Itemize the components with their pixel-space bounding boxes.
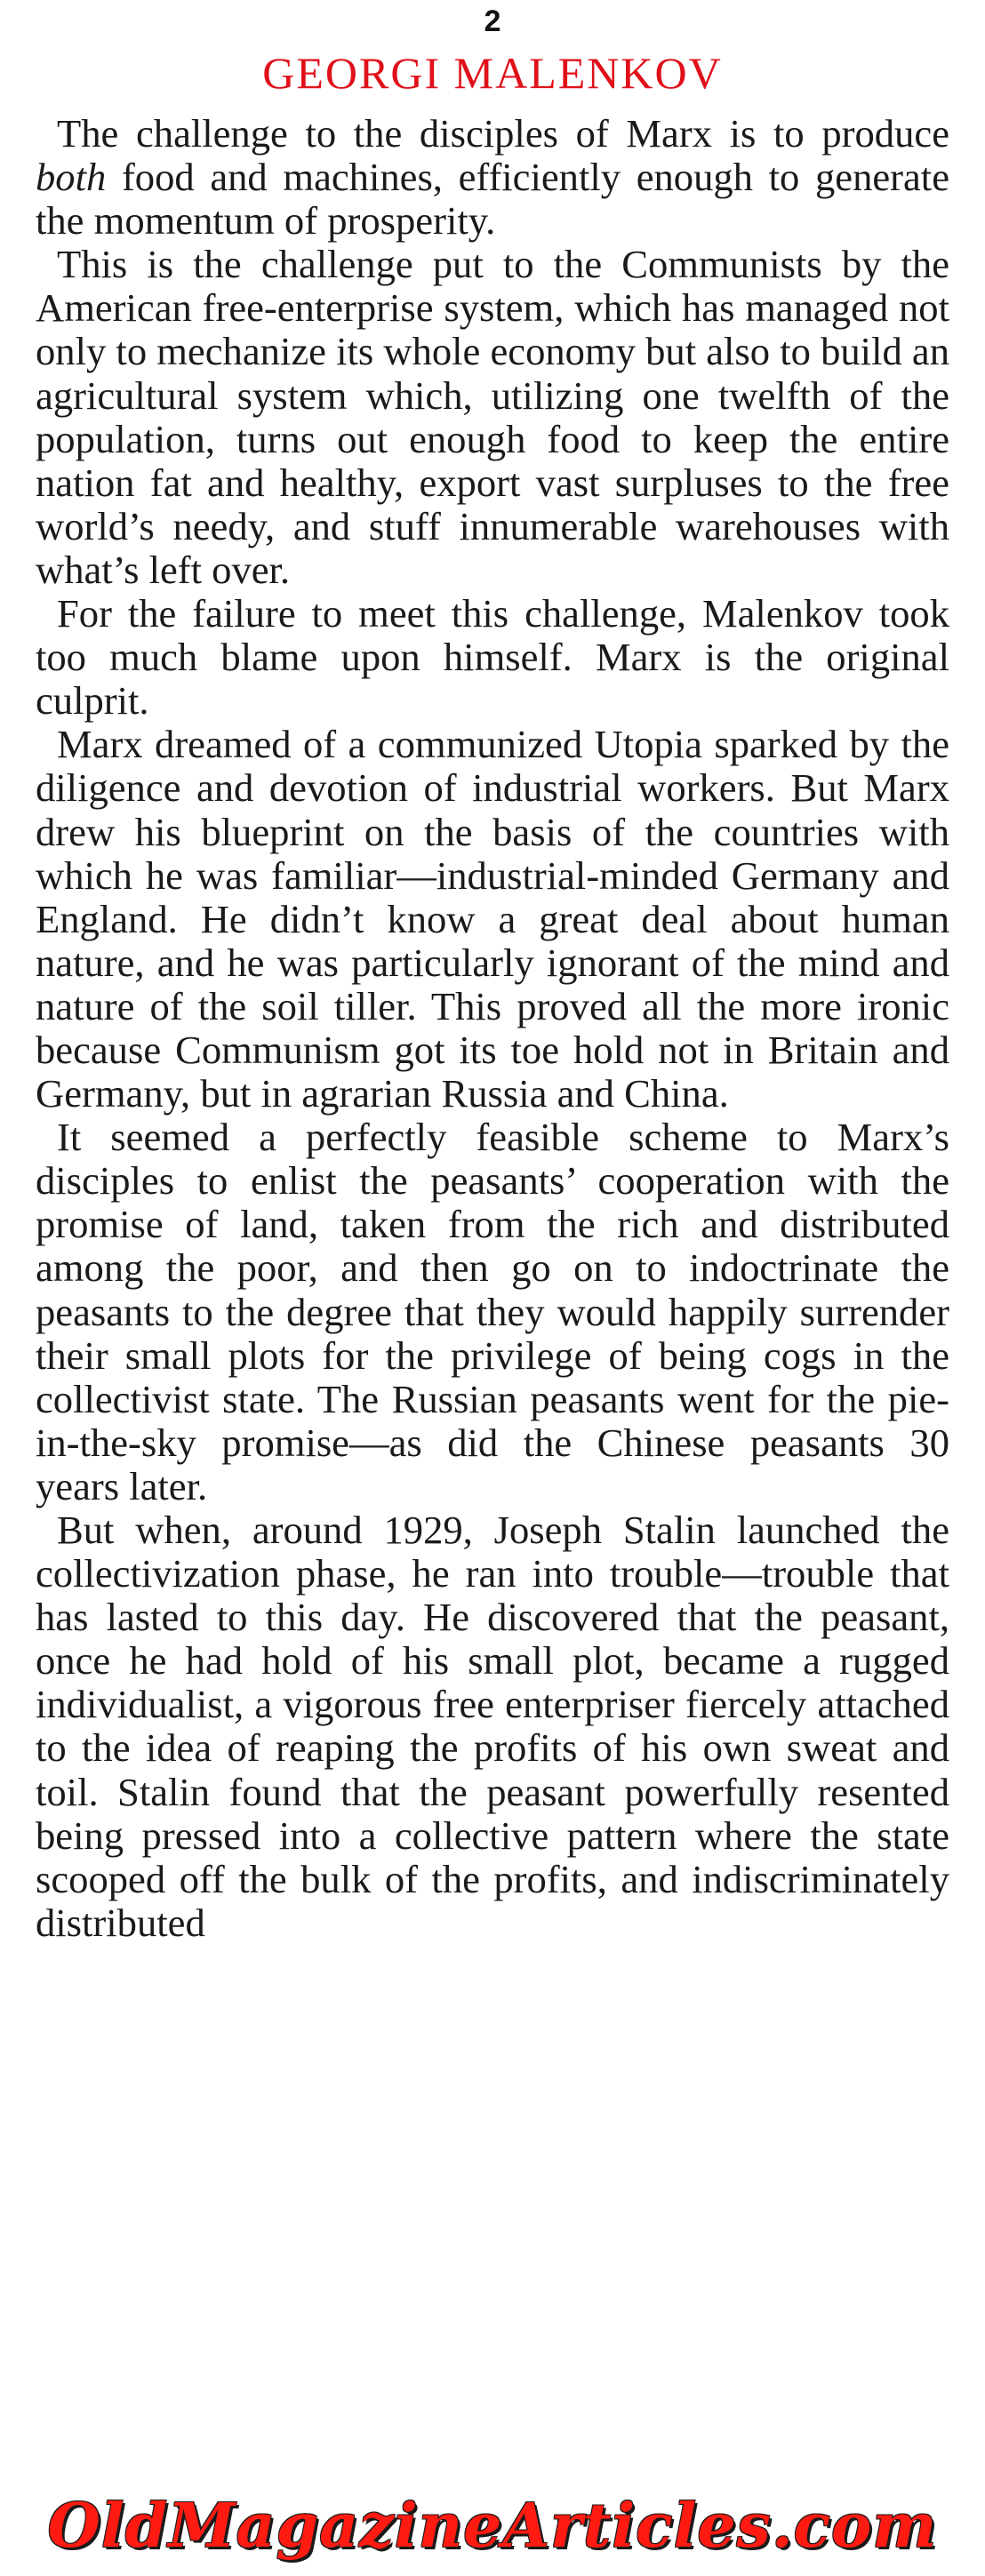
emphasis-both: both <box>36 155 107 200</box>
paragraph-4: Marx dreamed of a communized Utopia sparked by the diligence and devotion of industrial workers. But Marx drew his blueprint on the basis of the countries with which he was familiar—industrial-minded Germany and England. He didn’t know a great deal about human nature, and he was particularly ignorant of the mind and nature of the soil tiller. This proved all the more ironic because Communism got its toe hold not in Britain and Germany, but in agrarian Russia and China. <box>36 722 949 1116</box>
paragraph-3: For the failure to meet this challenge, Malenkov took too much blame upon himself. Marx is the original culprit. <box>36 591 949 724</box>
article-body <box>36 112 949 1945</box>
paragraph-1-end: food and machines, efficiently enough to generate the momentum of prosperity. <box>36 155 949 244</box>
paragraph-5: It seemed a perfectly feasible scheme to Marx’s disciples to enlist the peasants’ cooperation with the promise of land, taken from the rich and distributed among the poor, and then go on to indoctrinate the peasants to the degree that they would happily surrender their small plots for the privilege of being cogs in the collectivist state. The Russian peasants went for the pie-in-the-sky promise—as did the Chinese peasants 30 years later. <box>36 1115 949 1508</box>
page-number: 2 <box>484 4 501 38</box>
paragraph-2: This is the challenge put to the Communists by the American free-enterprise system, which has managed not only to mechanize its whole economy but also to build an agricultural system which, utilizing one twelfth of the population, turns out enough food to keep the entire nation fat and healthy, export vast surpluses to the free world’s needy, and stuff innumerable warehouses with what’s left over. <box>36 242 949 592</box>
paragraph-6: But when, around 1929, Joseph Stalin launched the collectivization phase, he ran into trouble—trouble that has lasted to this day. He discovered that the peasant, once he had hold of his small plot, became a rugged individualist, a vigorous free enterpriser fiercely attached to the idea of reaping the profits of his own sweat and toil. Stalin found that the peasant powerfully resented being pressed into a collective pattern where the state scooped off the bulk of the profits, and indiscriminately distributed <box>36 1508 949 1945</box>
paragraph-1-start: The challenge to the disciples of Marx is to produce <box>57 111 949 156</box>
paragraph-1 <box>36 112 949 243</box>
site-watermark: OldMagazineArticles.com <box>47 2491 938 2562</box>
article-title: GEORGI MALENKOV <box>262 48 723 98</box>
